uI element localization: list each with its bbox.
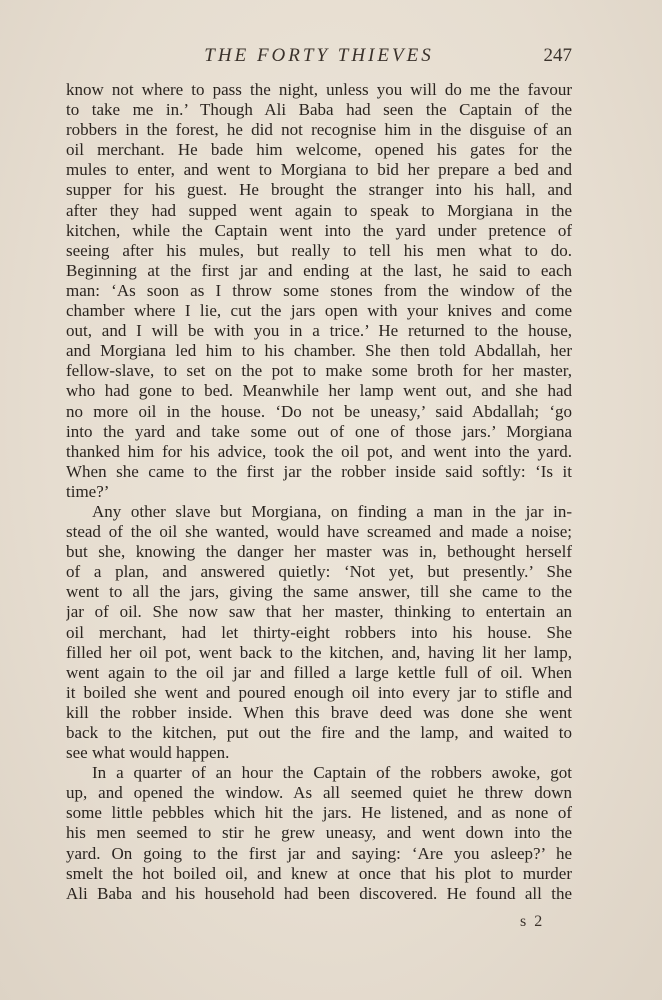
text-line: some little pebbles which hit the jars. He listened, and as none of <box>66 803 572 823</box>
text-line: know not where to pass the night, unless you will do me the favour <box>66 80 572 99</box>
text-line: chamber where I lie, cut the jars open with your knives and come <box>66 301 572 321</box>
text-line: stead of the oil she wanted, would have screamed and made a noise; <box>66 522 572 542</box>
text-line: smelt the hot boiled oil, and knew at once that his plot to murder <box>66 863 572 883</box>
running-title: THE FORTY THIEVES <box>204 45 434 66</box>
text-line: kitchen, while the Captain went into the yard under pretence of <box>66 220 572 240</box>
text-line: kill the robber inside. When this brave deed was done she went <box>66 702 572 722</box>
text-line: back to the kitchen, put out the fire and the lamp, and waited to <box>66 723 572 742</box>
text-line: fellow-slave, to set on the pot to make some broth for her master, <box>66 361 572 381</box>
text-line: When she came to the first jar the robber inside said softly: ‘Is it <box>66 461 572 481</box>
text-line: supper for his guest. He brought the stranger into his hall, and <box>66 180 572 200</box>
paragraph-start-line: Any other slave but Morgiana, on finding a man in the jar in- <box>92 501 572 521</box>
text-line: oil merchant. He bade him welcome, opened his gates for the <box>66 140 572 160</box>
text-line: time?’ <box>66 481 110 501</box>
text-line: jar of oil. She now saw that her master, thinking to entertain an <box>66 602 572 622</box>
text-line: and Morgiana led him to his chamber. She then told Abdallah, her <box>66 341 572 361</box>
text-line: but she, knowing the danger her master was in, bethought herself <box>66 542 572 562</box>
text-line: it boiled she went and poured enough oil into every jar to stifle and <box>66 682 572 702</box>
text-line: seeing after his mules, but really to tell his men what to do. <box>66 240 572 260</box>
paragraph-start-line: In a quarter of an hour the Captain of the robbers awoke, got <box>92 763 572 783</box>
text-line: no more oil in the house. ‘Do not be uneasy,’ said Abdallah; ‘go <box>66 401 572 421</box>
text-line: into the yard and take some out of one of those jars.’ Morgiana <box>66 421 572 441</box>
signature-mark: s 2 <box>520 913 545 930</box>
body-text <box>66 80 572 904</box>
text-line: went to all the jars, giving the same answer, till she came to the <box>66 582 572 602</box>
text-line: of a plan, and answered quietly: ‘Not yet, but presently.’ She <box>66 562 572 582</box>
text-line: went again to the oil jar and filled a large kettle full of oil. When <box>66 662 572 682</box>
text-line: Ali Baba and his household had been discovered. He found all the <box>66 883 572 903</box>
text-line: see what would happen. <box>66 743 230 763</box>
text-line: filled her oil pot, went back to the kitchen, and, having lit her lamp, <box>66 642 572 662</box>
text-line: oil merchant, had let thirty-eight robbers into his house. She <box>66 622 572 642</box>
text-line: yard. On going to the first jar and saying: ‘Are you asleep?’ he <box>66 843 572 863</box>
text-line: his men seemed to stir he grew uneasy, and went down into the <box>66 823 572 843</box>
text-line: mules to enter, and went to Morgiana to bid her prepare a bed and <box>66 160 572 180</box>
text-line: thanked him for his advice, took the oil pot, and went into the yard. <box>66 441 572 461</box>
text-line: who had gone to bed. Meanwhile her lamp went out, and she had <box>66 381 572 401</box>
page-number: 247 <box>543 45 572 66</box>
text-line: after they had supped went again to speak to Morgiana in the <box>66 200 572 220</box>
text-line: Beginning at the first jar and ending at the last, he said to each <box>66 260 572 280</box>
text-line: man: ‘As soon as I throw some stones from the window of the <box>66 280 572 300</box>
text-line: robbers in the forest, he did not recognise him in the disguise of an <box>66 120 572 140</box>
running-head <box>66 45 572 73</box>
text-line: out, and I will be with you in a trice.’ He returned to the house, <box>66 321 572 341</box>
text-line: to take me in.’ Though Ali Baba had seen the Captain of the <box>66 100 572 120</box>
text-line: up, and opened the window. As all seemed quiet he threw down <box>66 783 572 803</box>
